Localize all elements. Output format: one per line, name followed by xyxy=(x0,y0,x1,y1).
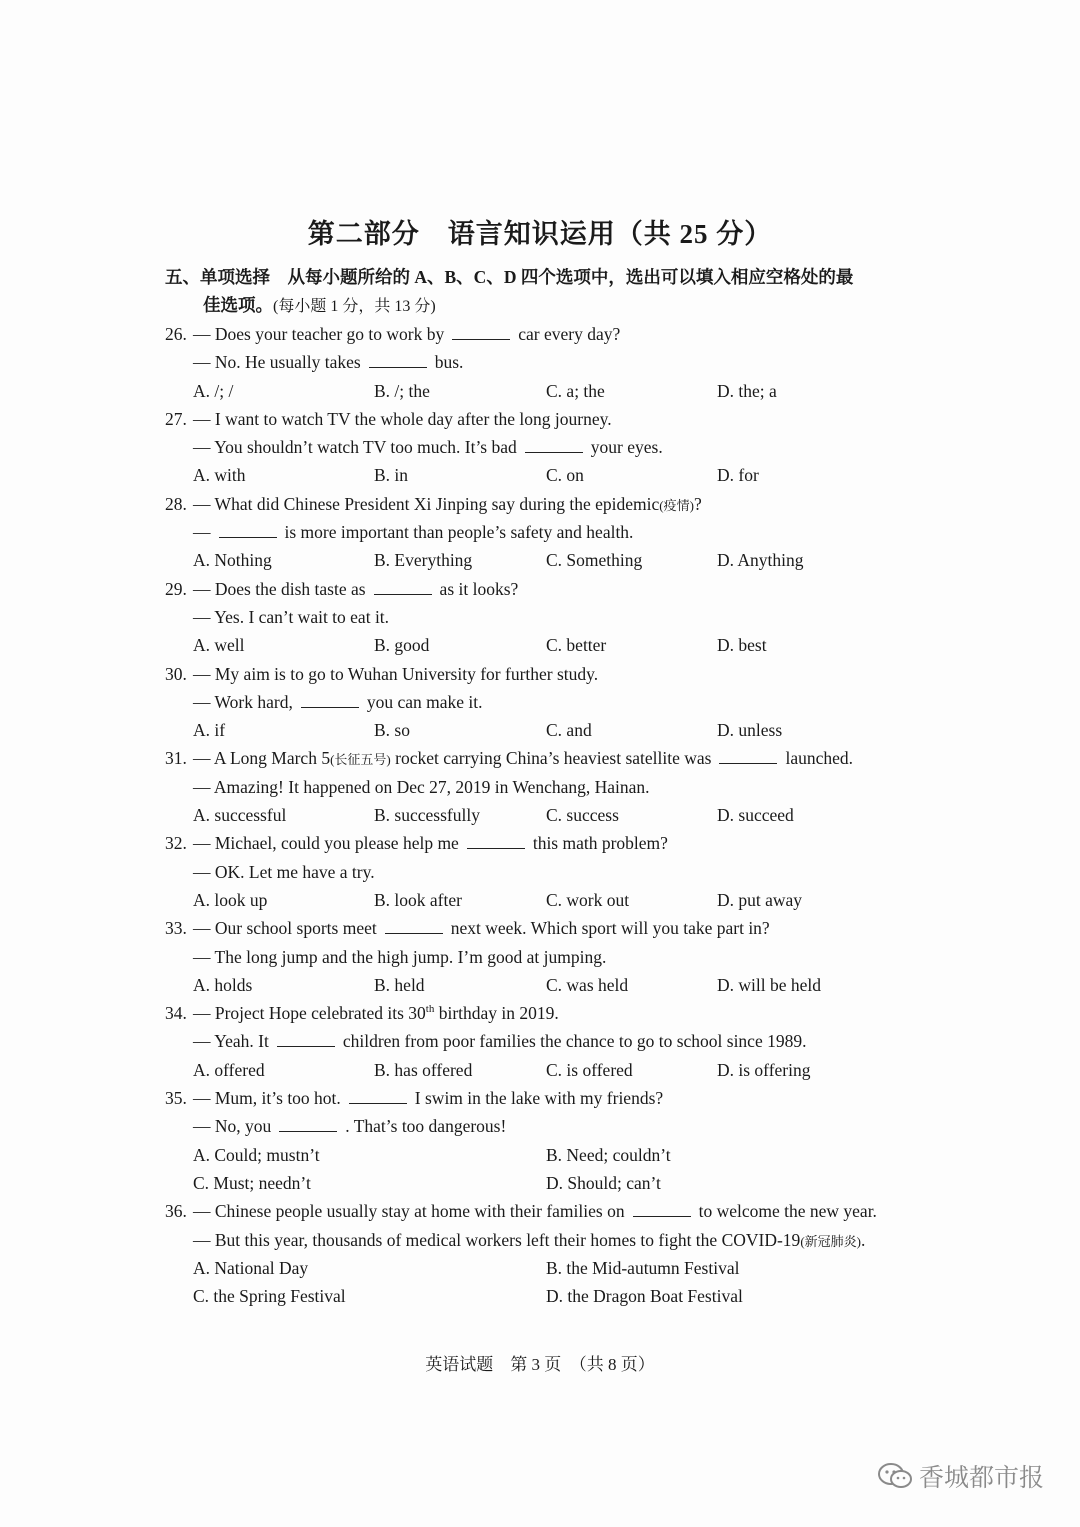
answer-text: — xyxy=(193,522,211,543)
answer-text: — Yeah. It xyxy=(193,1031,269,1052)
question-number: 29. xyxy=(165,578,187,599)
answer-blank xyxy=(279,1115,337,1132)
question-text: — What did Chinese President Xi Jinping say during the epidemic xyxy=(193,493,660,514)
question-28 xyxy=(165,490,925,575)
option-a: A. look up xyxy=(193,889,268,910)
question-text: as it looks? xyxy=(439,578,519,599)
question-29 xyxy=(165,575,925,660)
question-text: car every day? xyxy=(518,324,621,344)
answer-blank xyxy=(467,832,525,849)
option-b: B. Everything xyxy=(374,550,473,571)
option-b: B. so xyxy=(374,720,410,741)
answer-blank xyxy=(349,1087,407,1104)
question-30 xyxy=(165,660,925,745)
question-36 xyxy=(165,1197,925,1310)
option-b: B. has offered xyxy=(374,1059,473,1080)
option-b: B. in xyxy=(374,465,409,486)
option-c: C. and xyxy=(546,720,592,741)
answer-blank xyxy=(277,1030,335,1047)
question-27 xyxy=(165,405,925,490)
option-c: C. on xyxy=(546,465,584,486)
question-text: rocket carrying China’s heaviest satellite was xyxy=(395,748,712,769)
option-c: C. is offered xyxy=(546,1059,633,1080)
question-text: launched. xyxy=(785,748,854,769)
option-c: C. better xyxy=(546,635,607,656)
option-b: B. successfully xyxy=(374,805,480,826)
answer-text: — Yes. I can’t wait to eat it. xyxy=(193,606,390,627)
answer-text: — But this year, thousands of medical workers left their homes to fight the COVID-19 xyxy=(193,1229,801,1250)
question-text: — Does the dish taste as xyxy=(193,578,366,599)
answer-blank xyxy=(374,578,432,595)
answer-text: children from poor families the chance to go to school since 1989. xyxy=(342,1031,807,1052)
option-a: A. /; / xyxy=(193,380,234,401)
option-d: D. best xyxy=(717,635,767,656)
section-heading xyxy=(165,263,925,321)
option-c: C. Must; needn’t xyxy=(193,1172,311,1193)
question-number: 30. xyxy=(165,663,187,684)
answer-blank xyxy=(452,323,510,340)
option-b: B. look after xyxy=(374,889,462,910)
question-text: ? xyxy=(693,493,702,514)
question-34 xyxy=(165,999,925,1084)
question-text: — Does your teacher go to work by xyxy=(193,324,445,344)
question-33 xyxy=(165,914,925,999)
question-31 xyxy=(165,744,925,829)
question-text: — A Long March 5 xyxy=(193,748,331,769)
answer-text: — You shouldn’t watch TV too much. It’s bad xyxy=(193,437,517,458)
option-b: B. good xyxy=(374,635,430,656)
option-a: A. with xyxy=(193,465,246,486)
option-b: B. /; the xyxy=(374,380,430,401)
option-a: A. Nothing xyxy=(193,550,272,571)
answer-text: — Work hard, xyxy=(193,691,293,712)
question-number: 32. xyxy=(165,833,187,854)
question-text: to welcome the new year. xyxy=(698,1201,877,1222)
answer-blank xyxy=(525,436,583,453)
question-number: 27. xyxy=(165,408,187,429)
option-a: A. if xyxy=(193,720,226,741)
answer-blank xyxy=(301,691,359,708)
option-d: D. will be held xyxy=(717,974,822,995)
chinese-gloss: (长征五号) xyxy=(330,752,391,768)
question-text: — Project Hope celebrated its 30 xyxy=(193,1003,426,1024)
option-a: A. Could; mustn’t xyxy=(193,1144,320,1165)
option-d: D. unless xyxy=(717,720,783,741)
question-text: I swim in the lake with my friends? xyxy=(414,1088,664,1109)
answer-text: your eyes. xyxy=(590,437,663,458)
option-c: C. work out xyxy=(546,889,630,910)
option-c: C. a; the xyxy=(546,380,605,401)
answer-text: . xyxy=(860,1229,866,1250)
answer-text: bus. xyxy=(434,352,464,373)
question-26 xyxy=(165,320,925,405)
answer-text: — No. He usually takes xyxy=(193,352,361,373)
page-footer: 英语试题 第 3 页 （共 8 页） xyxy=(425,1355,655,1374)
answer-blank xyxy=(219,521,277,538)
option-b: B. the Mid-autumn Festival xyxy=(546,1257,740,1278)
option-c: C. was held xyxy=(546,974,629,995)
question-number: 26. xyxy=(165,324,187,344)
option-d: D. the; a xyxy=(717,380,777,401)
question-35 xyxy=(165,1084,925,1197)
question-text: — Mum, it’s too hot. xyxy=(193,1088,341,1109)
question-text: — My aim is to go to Wuhan University for further study. xyxy=(193,663,599,684)
answer-text: . That’s too dangerous! xyxy=(345,1116,507,1137)
option-b: B. held xyxy=(374,974,425,995)
question-number: 34. xyxy=(165,1003,187,1024)
question-text: — Chinese people usually stay at home with their families on xyxy=(193,1201,625,1222)
option-a: A. well xyxy=(193,635,245,656)
question-number: 28. xyxy=(165,493,187,514)
wechat-icon xyxy=(877,1462,913,1490)
question-number: 33. xyxy=(165,918,187,939)
answer-blank xyxy=(719,747,777,764)
option-a: A. offered xyxy=(193,1059,265,1080)
option-c: C. Something xyxy=(546,550,643,571)
answer-text: — No, you xyxy=(193,1116,272,1137)
answer-blank xyxy=(385,917,443,934)
question-text: birthday in 2019. xyxy=(434,1003,559,1024)
option-a: A. holds xyxy=(193,974,253,995)
question-number: 35. xyxy=(165,1088,187,1109)
question-number: 36. xyxy=(165,1201,187,1222)
answer-blank xyxy=(369,351,427,368)
option-b: B. Need; couldn’t xyxy=(546,1144,671,1165)
option-d: D. the Dragon Boat Festival xyxy=(546,1286,743,1307)
chinese-gloss: (疫情) xyxy=(659,497,694,513)
answer-text: — OK. Let me have a try. xyxy=(193,861,375,882)
answer-text: you can make it. xyxy=(366,691,483,712)
watermark-text: 香城都市报 xyxy=(918,1463,1044,1492)
option-d: D. is offering xyxy=(717,1059,811,1080)
option-d: D. put away xyxy=(717,889,803,910)
question-32 xyxy=(165,829,925,914)
option-a: A. National Day xyxy=(193,1257,309,1278)
page-title: 第二部分 语言知识运用（共 25 分） xyxy=(307,219,773,249)
question-list xyxy=(165,320,925,1310)
watermark xyxy=(877,1458,1044,1494)
chinese-gloss: (新冠肺炎) xyxy=(800,1233,861,1249)
option-a: A. successful xyxy=(193,805,287,826)
option-d: D. succeed xyxy=(717,805,794,826)
question-text: this math problem? xyxy=(532,833,668,854)
question-text: — Michael, could you please help me xyxy=(193,833,459,854)
section-instruction: 五、单项选择 从每小题所给的 A、B、C、D 四个选项中，选出可以填入相应空格处的最 xyxy=(165,267,854,287)
option-d: D. Should; can’t xyxy=(546,1172,661,1193)
option-c: C. success xyxy=(546,805,619,826)
answer-text: — Amazing! It happened on Dec 27, 2019 in Wenchang, Hainan. xyxy=(193,776,650,797)
superscript: th xyxy=(425,1003,435,1016)
question-text: next week. Which sport will you take part in? xyxy=(450,918,770,939)
answer-text: — The long jump and the high jump. I’m good at jumping. xyxy=(193,946,607,967)
answer-blank xyxy=(633,1200,691,1217)
option-d: D. Anything xyxy=(717,550,804,571)
option-c: C. the Spring Festival xyxy=(193,1286,346,1307)
question-text: — I want to watch TV the whole day after the long journey. xyxy=(193,408,612,429)
question-number: 31. xyxy=(165,748,187,769)
option-d: D. for xyxy=(717,465,759,486)
section-instruction-cont: 佳选项。 xyxy=(203,295,273,315)
section-note: (每小题 1 分，共 13 分) xyxy=(273,298,436,315)
answer-text: is more important than people’s safety and health. xyxy=(284,522,634,543)
question-text: — Our school sports meet xyxy=(193,918,377,939)
